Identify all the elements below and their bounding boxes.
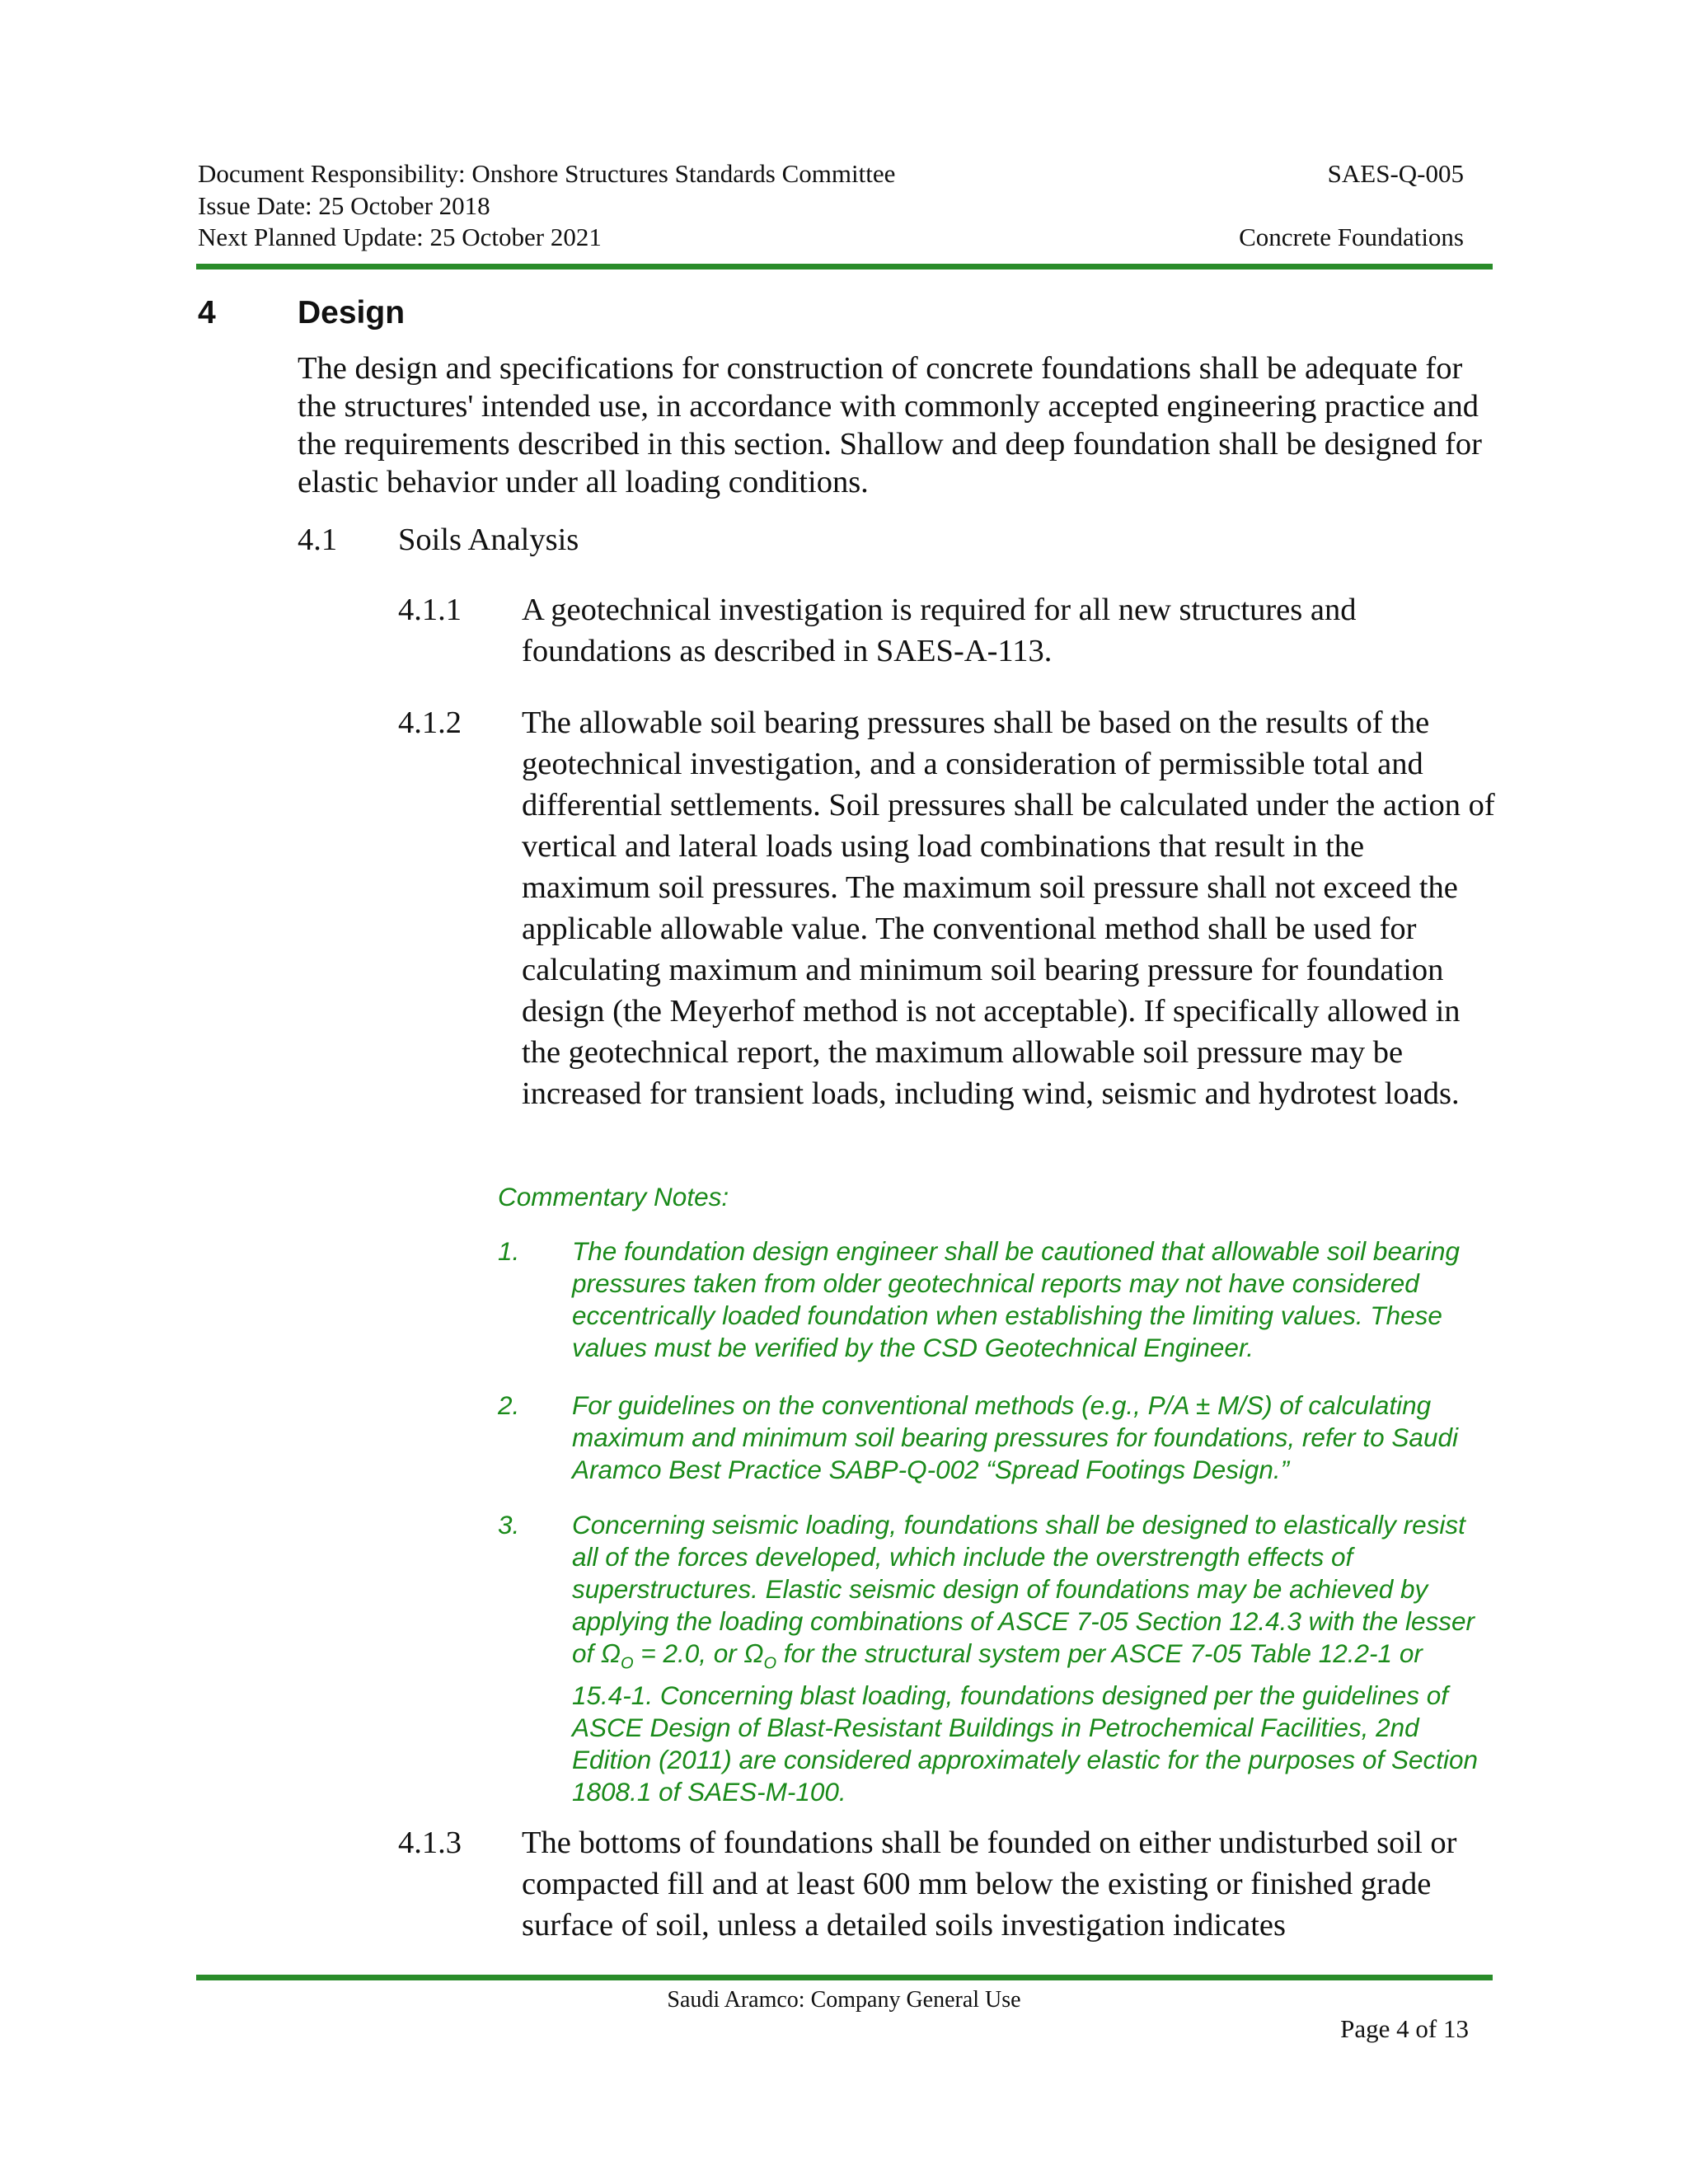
subsection-title: Soils Analysis bbox=[398, 523, 579, 557]
clause-text: The allowable soil bearing pressures shall be based on the results of the geotechnical investigation, and a consideration of permissible total and differential settlements. Soil pressures shall be calculated under the action of vertical and lateral loads using load combinations that result in the maximum soil pressures. The maximum soil pressure shall not exceed the applicable allowable value. The conventional method shall be used for calculating maximum and minimum soil bearing pressure for foundation design (the Meyerhof method is not acceptable). If specifically allowed in the geotechnical report, the maximum allowable soil pressure may be increased for transient loads, including wind, seismic and hydrotest loads. bbox=[522, 705, 1495, 1111]
page-number: Page 4 of 13 bbox=[1340, 2014, 1469, 2043]
header-rule bbox=[196, 264, 1493, 269]
subsection-number: 4.1 bbox=[298, 523, 338, 557]
commentary-note-text: Concerning seismic loading, foundations shall be designed to elastically resist all of the forces developed, which include the overstrength effects of superstructures. Elastic seismic design of foundations may be achieved by applying the loading combinations of ASCE 7-05 Section 12.4.3 with the lesser of $\Omega_O = 2.0$, or $\Omega_O$ for the structural system per ASCE 7-05 Table 12.2-1 or 15.4-1. Concerning blast loading, foundations designed per the guidelines of ASCE Design of Blast-Resistant Buildings in Petrochemical Facilities, 2nd Edition (2011) are considered approximately elastic for the purposes of Section 1808.1 of SAES-M-100. bbox=[572, 1510, 1479, 1807]
section-intro: The design and specifications for construction of concrete foundations shall be adequate for the structures' intended use, in accordance with commonly accepted engineering practice and the requirements described in this section. Shallow and deep foundation shall be designed for elastic behavior under all loading conditions. bbox=[298, 351, 1482, 499]
section-title: Design bbox=[298, 295, 406, 330]
clause-number: 4.1.3 bbox=[398, 1825, 462, 1860]
commentary-note-number: 3. bbox=[498, 1510, 520, 1540]
header-doc-number: SAES-Q-005 bbox=[1327, 159, 1464, 188]
commentary-heading: Commentary Notes: bbox=[498, 1182, 729, 1212]
commentary-note-text: For guidelines on the conventional methods (e.g., P/A ± M/S) of calculating maximum and minimum soil bearing pressures for foundations, refer to Saudi Aramco Best Practice SABP-Q-002 “Spread Footings Design.” bbox=[572, 1390, 1458, 1484]
section-number: 4 bbox=[198, 295, 216, 330]
footer-rule bbox=[196, 1975, 1493, 1980]
footer-classification: Saudi Aramco: Company General Use bbox=[667, 1987, 1021, 2013]
clause-text: The bottoms of foundations shall be founded on either undisturbed soil or compacted fill and at least 600 mm below the existing or finished grade surface of soil, unless a detailed soils investigation indicates bbox=[522, 1825, 1457, 1943]
header-next-update: Next Planned Update: 25 October 2021 bbox=[198, 223, 602, 251]
commentary-note-number: 2. bbox=[498, 1390, 520, 1420]
commentary-note-text: The foundation design engineer shall be cautioned that allowable soil bearing pressures taken from older geotechnical reports may not have considered eccentrically loaded foundation when establishing the limiting values. These values must be verified by the CSD Geotechnical Engineer. bbox=[572, 1236, 1461, 1362]
header-responsibility: Document Responsibility: Onshore Structures Standards Committee bbox=[198, 159, 896, 188]
clause-text: A geotechnical investigation is required for all new structures and foundations as described in SAES-A-113. bbox=[522, 593, 1357, 668]
clause-number: 4.1.2 bbox=[398, 705, 462, 740]
header-issue-date: Issue Date: 25 October 2018 bbox=[198, 191, 490, 220]
commentary-note-number: 1. bbox=[498, 1236, 520, 1266]
clause-number: 4.1.1 bbox=[398, 593, 462, 627]
header-doc-title: Concrete Foundations bbox=[1239, 223, 1464, 251]
